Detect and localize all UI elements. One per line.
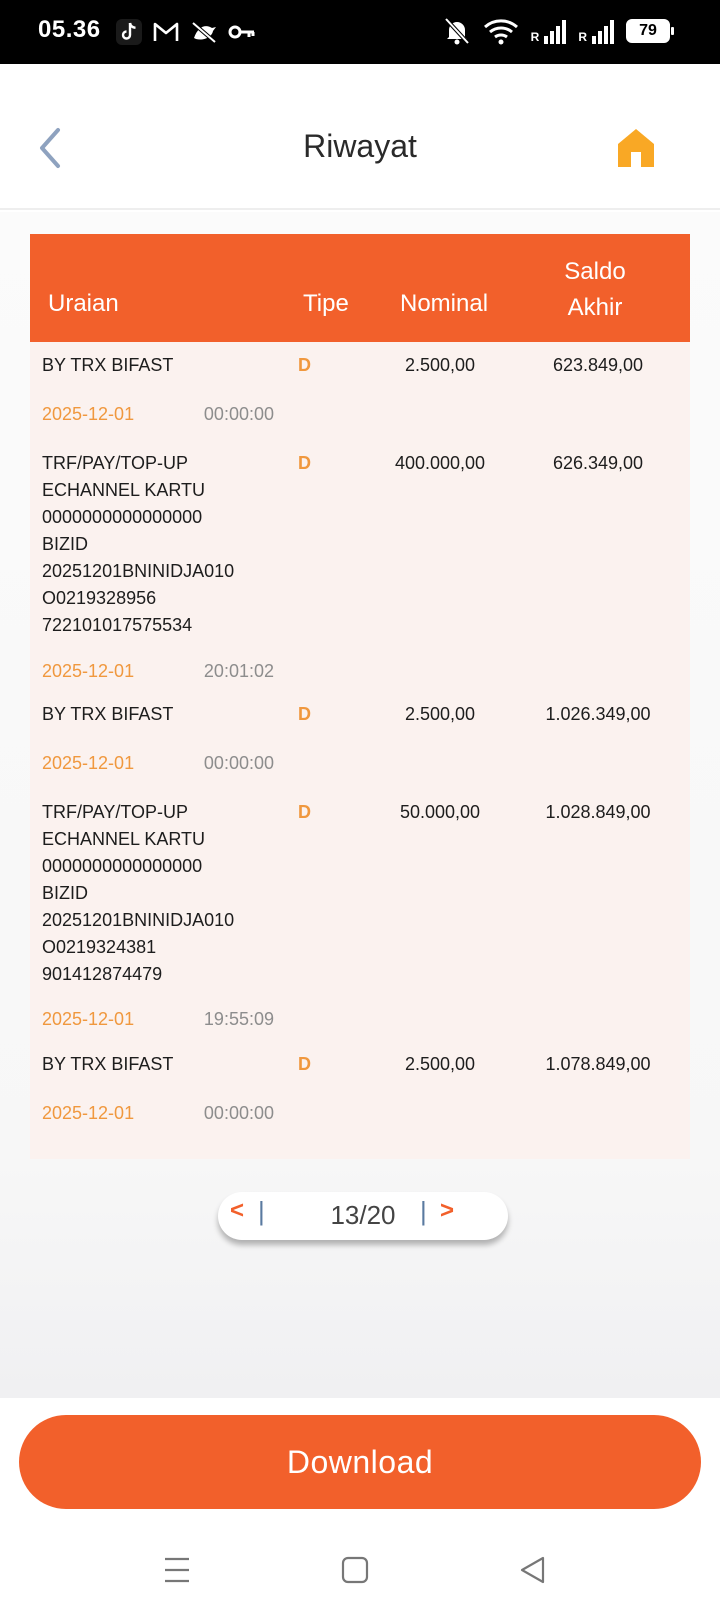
table-row[interactable] [30,701,690,797]
status-time: 05.36 [38,16,101,43]
row-time: 00:00:00 [203,1103,274,1123]
row-tipe: D [298,802,311,822]
row-nominal: 2.500,00 [404,1054,476,1074]
wifi-icon [483,17,519,45]
tiktok-icon [116,19,142,45]
row-time: 00:00:00 [203,753,274,773]
row-date: 2025-12-01 [42,1009,135,1029]
row-saldo: 623.849,00 [552,355,644,375]
pagination [218,1192,508,1240]
column-saldo-akhir: Saldo Akhir [564,258,626,321]
row-description: BY TRX BIFAST [42,355,174,375]
key-icon [228,18,256,46]
row-date: 2025-12-01 [42,404,135,424]
row-saldo: 1.078.849,00 [545,1054,651,1074]
gmail-icon [152,18,180,46]
pagination-separator: | [258,1196,265,1226]
signal-icon [578,18,614,44]
home-square-icon[interactable] [335,1550,375,1590]
row-time: 00:00:00 [203,404,274,424]
row-tipe: D [298,453,311,473]
table-row[interactable] [30,450,690,702]
home-icon [614,126,658,170]
row-tipe: D [298,355,311,375]
notification-icons [116,18,256,46]
row-nominal: 2.500,00 [404,355,476,375]
row-saldo: 1.028.849,00 [545,802,651,822]
row-description: TRF/PAY/TOP-UP ECHANNEL KARTU 0000000000000000 BIZID 20251201BNINIDJA010 O0219324381 901412874479 [42,802,235,984]
column-nominal: Nominal [400,290,489,317]
row-tipe: D [298,1054,311,1074]
next-page-button[interactable]: > [440,1197,455,1224]
back-triangle-icon[interactable] [513,1550,553,1590]
row-tipe: D [298,704,311,724]
row-description: BY TRX BIFAST [42,704,174,724]
row-saldo: 1.026.349,00 [545,704,651,724]
signal-icon [531,18,567,44]
row-saldo: 626.349,00 [552,453,644,473]
signal-label: R [578,30,587,44]
table-row[interactable] [30,1051,690,1151]
row-time: 19:55:09 [203,1009,274,1029]
column-tipe: Tipe [303,290,349,317]
table-row[interactable] [30,352,690,448]
status-bar [0,0,720,64]
row-time: 20:01:02 [203,661,274,681]
row-date: 2025-12-01 [42,1103,135,1123]
row-description: TRF/PAY/TOP-UP ECHANNEL KARTU 0000000000000000 BIZID 20251201BNINIDJA010 O0219328956 722101017575534 [42,453,235,635]
page-title: Riwayat [303,128,417,164]
content-area [0,212,720,1398]
app-header [0,64,720,210]
row-nominal: 2.500,00 [404,704,476,724]
table-row[interactable] [30,799,690,1051]
signal-label: R [530,30,540,44]
page-indicator: 13/20 [330,1200,396,1230]
row-date: 2025-12-01 [42,753,135,773]
download-button[interactable]: Download [19,1415,701,1509]
battery-icon: 79 [626,19,670,43]
transaction-table [30,234,690,1159]
pagination-separator: | [420,1196,427,1226]
system-nav-bar [0,1530,720,1612]
row-nominal: 50.000,00 [399,802,481,822]
menu-icon[interactable] [157,1550,197,1590]
row-date: 2025-12-01 [42,661,135,681]
home-button[interactable] [614,126,658,170]
column-uraian: Uraian [48,290,119,317]
row-description: BY TRX BIFAST [42,1054,174,1074]
table-header [30,234,690,342]
bell-off-icon [443,17,471,45]
system-icons [443,14,670,48]
muted-bird-icon [190,18,218,46]
row-nominal: 400.000,00 [394,453,486,473]
prev-page-button[interactable]: < [230,1197,245,1224]
